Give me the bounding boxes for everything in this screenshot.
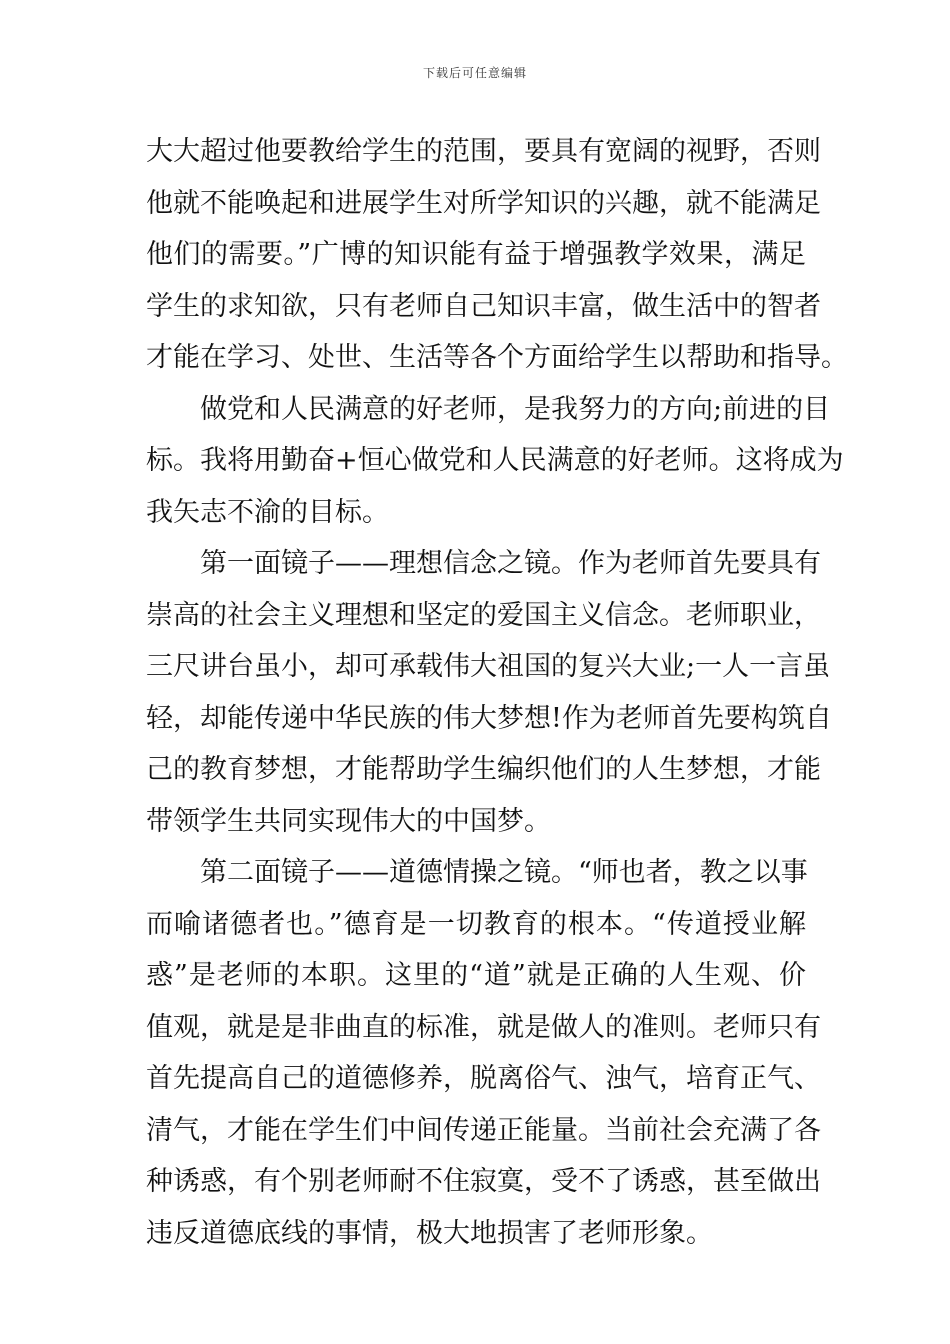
paragraph	[146, 126, 848, 384]
text-line: 他就不能唤起和进展学生对所学知识的兴趣，就不能满足	[146, 187, 821, 219]
text-line: 惑”是老师的本职。这里的“道”就是正确的人生观、价	[146, 960, 806, 991]
text-line: 第二面镜子——道德情操之镜。“师也者，教之以事	[200, 857, 808, 888]
text-line: 崇高的社会主义理想和坚定的爱国主义信念。老师职业，	[146, 599, 821, 631]
paragraph	[146, 384, 844, 539]
paragraph	[146, 847, 821, 1259]
text-line: 清气，才能在学生们中间传递正能量。当前社会充满了各	[146, 1114, 821, 1146]
text-line: 我矢志不渝的目标。	[146, 496, 389, 528]
text-line: 值观，就是是非曲直的标准，就是做人的准则。老师只有	[146, 1011, 821, 1043]
text-line: 大大超过他要教给学生的范围，要具有宽阔的视野，否则	[146, 136, 821, 167]
paragraph	[146, 538, 832, 847]
text-line: 才能在学习、处世、生活等各个方面给学生以帮助和指导。	[146, 342, 848, 373]
text-line: 而喻诸德者也。”德育是一切教育的根本。“传道授业解	[146, 908, 806, 940]
text-line: 种诱惑，有个别老师耐不住寂寞，受不了诱惑，甚至做出	[146, 1166, 821, 1197]
text-line: 轻，却能传递中华民族的伟大梦想!作为老师首先要构筑自	[146, 702, 832, 734]
text-line: 违反道德底线的事情，极大地损害了老师形象。	[146, 1217, 713, 1249]
text-line: 己的教育梦想，才能帮助学生编织他们的人生梦想，才能	[146, 754, 821, 785]
text-line: 带领学生共同实现伟大的中国梦。	[146, 805, 551, 837]
text-line: 首先提高自己的道德修养，脱离俗气、浊气，培育正气、	[146, 1063, 821, 1094]
text-line: 学生的求知欲，只有老师自己知识丰富，做生活中的智者	[146, 290, 821, 322]
text-line: 他们的需要。”广博的知识能有益于增强教学效果，满足	[146, 239, 806, 270]
document-body	[146, 126, 848, 1259]
text-line: 三尺讲台虽小，却可承载伟大祖国的复兴大业;一人一言虽	[146, 651, 831, 682]
page-header: 下载后可任意编辑	[422, 66, 527, 80]
text-line: 做党和人民满意的好老师，是我努力的方向;前进的目	[200, 393, 831, 425]
text-line: 标。我将用勤奋+恒心做党和人民满意的好老师。这将成为	[146, 445, 844, 476]
text-line: 第一面镜子——理想信念之镜。作为老师首先要具有	[200, 548, 821, 579]
